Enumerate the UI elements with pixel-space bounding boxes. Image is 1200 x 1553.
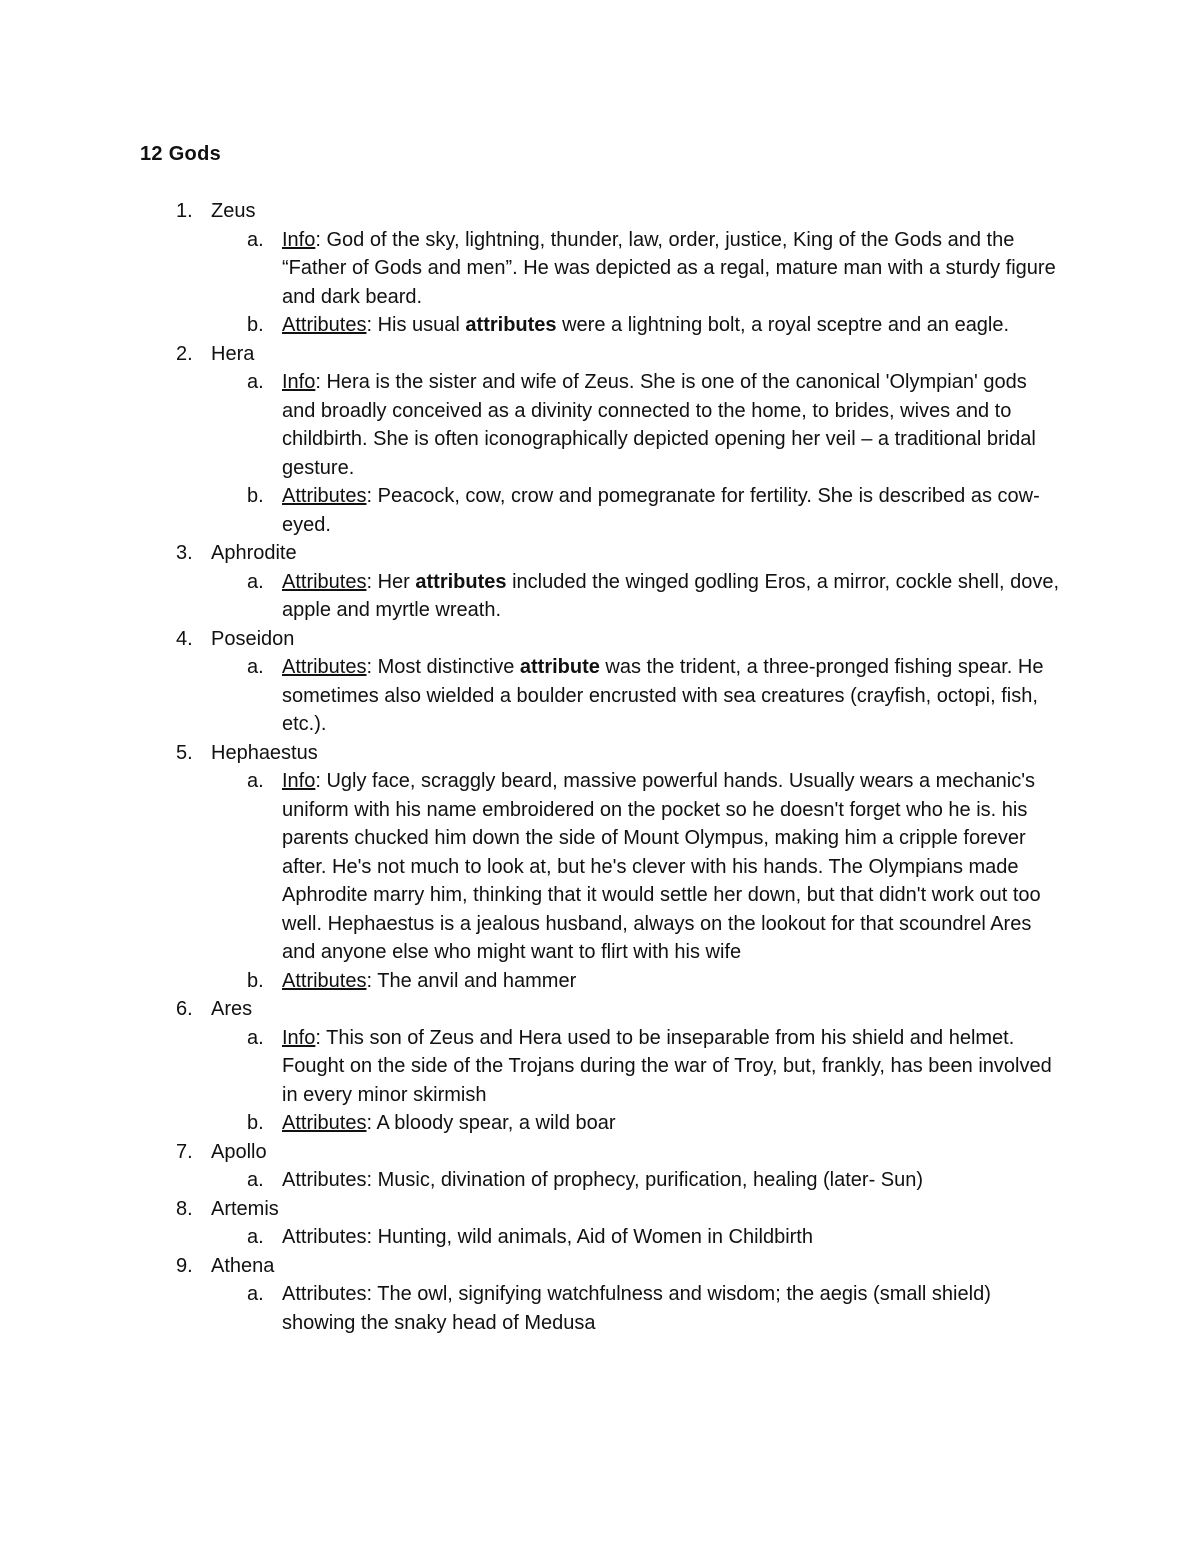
god-number: 8. [176,1197,193,1220]
detail-label: Attributes [282,656,367,678]
detail-item [247,1166,1062,1195]
god-number: 9. [176,1254,193,1277]
detail-label: Attributes [282,485,367,507]
god-details-list [0,1280,1200,1337]
detail-colon: : [366,969,373,992]
detail-marker: a. [247,1283,264,1305]
detail-item [247,226,1062,312]
detail-text-continued: was the trident, a three-pronged fishing spear. He sometimes also wielded a boulder encrusted with sea creatures (crayfish, octopi, fish, etc.). [282,656,1044,735]
god-number: 3. [176,542,193,564]
god-name: Artemis [211,1197,279,1220]
god-entry [0,739,1200,996]
detail-text: Attributes: Music, divination of prophecy, purification, healing (later- Sun) [282,1169,924,1191]
detail-item [247,568,1062,625]
detail-marker: a. [247,1226,264,1248]
god-name: Ares [211,998,253,1020]
detail-text: His usual [372,314,466,336]
detail-text-continued: included the winged godling Eros, a mirror, cockle shell, dove, apple and myrtle wreath. [282,570,1060,621]
detail-text: Her [372,570,416,593]
detail-item [247,311,1062,340]
god-number: 7. [176,1140,193,1163]
detail-item [247,1223,1062,1252]
god-details-list [0,226,1200,340]
detail-label: Info [282,371,316,393]
god-name: Hephaestus [211,741,318,764]
detail-marker: a. [247,1026,264,1049]
detail-colon: : [366,570,373,593]
detail-label: Info [282,770,316,792]
detail-item [247,767,1062,967]
detail-label: Attributes [282,1112,367,1134]
detail-item [247,1024,1062,1110]
detail-colon: : [366,314,373,336]
god-name: Apollo [211,1140,267,1163]
detail-item [247,1109,1062,1138]
detail-marker: a. [247,1169,264,1191]
detail-marker: a. [247,656,264,678]
god-entry [0,1195,1200,1252]
detail-item [247,967,1062,996]
detail-text: The anvil and hammer [372,969,577,992]
detail-bold-text: attributes [415,570,507,593]
detail-colon: : [366,1112,373,1134]
detail-colon: : [315,770,321,792]
god-entry [0,539,1200,625]
god-name: Hera [211,342,255,365]
detail-item [247,1280,1062,1337]
detail-marker: a. [247,770,264,792]
detail-text: Ugly face, scraggly beard, massive powerful hands. Usually wears a mechanic's uniform with his name embroidered on the pocket so he doesn't forget who he is. his parents chucked him down the side of Mount Olympus, making him a cripple forever after. He's not much to look at, but he's clever with his hands. The Olympians made Aphrodite marry him, thinking that it would settle her down, but that didn't work out too well. Hephaestus is a jealous husband, always on the lookout for that scoundrel Ares and anyone else who might want to flirt with his wife [282,770,1041,963]
detail-colon: : [315,371,321,393]
detail-label: Info [282,228,316,251]
god-number: 5. [176,741,193,764]
detail-colon: : [315,228,321,251]
god-number: 2. [176,342,193,365]
detail-item [247,482,1062,539]
detail-item [247,653,1062,739]
god-number: 1. [176,200,193,222]
gods-list [0,197,1200,1337]
god-name: Poseidon [211,627,295,650]
detail-marker: b. [247,314,264,336]
god-details-list [0,1166,1200,1195]
detail-text-continued: were a lightning bolt, a royal sceptre and an eagle. [556,314,1010,336]
god-name: Zeus [211,200,256,222]
detail-text: Attributes: The owl, signifying watchfulness and wisdom; the aegis (small shield) showing the snaky head of Medusa [282,1283,991,1334]
god-entry [0,1138,1200,1195]
god-entry [0,1252,1200,1338]
detail-colon: : [366,485,373,507]
god-number: 4. [176,627,193,650]
detail-bold-text: attribute [519,656,600,678]
god-name: Athena [211,1254,275,1277]
detail-text: A bloody spear, a wild boar [372,1112,616,1134]
god-entry [0,625,1200,739]
detail-marker: a. [247,570,264,593]
god-name: Aphrodite [211,542,297,564]
detail-text: Hera is the sister and wife of Zeus. She is one of the canonical 'Olympian' gods and broadly conceived as a divinity connected to the home, to brides, wives and to childbirth. She is often iconographically depicted opening her veil – a traditional bridal gesture. [282,371,1036,479]
detail-text: This son of Zeus and Hera used to be inseparable from his shield and helmet. Fought on the side of the Trojans during the war of Troy, but, frankly, has been involved in every minor skirmish [282,1026,1052,1106]
detail-text: Most distinctive [372,656,520,678]
god-details-list [0,1223,1200,1252]
god-entry [0,197,1200,340]
document-title: 12 Gods [140,143,222,165]
god-entry [0,340,1200,540]
detail-label: Attributes [282,969,367,992]
god-number: 6. [176,998,193,1020]
detail-marker: a. [247,228,264,251]
detail-marker: b. [247,969,264,992]
detail-item [247,368,1062,482]
god-details-list [0,653,1200,739]
detail-marker: a. [247,371,264,393]
detail-text: Peacock, cow, crow and pomegranate for fertility. She is described as cow-eyed. [282,485,1040,536]
god-entry [0,995,1200,1138]
god-details-list [0,767,1200,995]
god-details-list [0,368,1200,539]
detail-text: God of the sky, lightning, thunder, law, order, justice, King of the Gods and the “Father of Gods and men”. He was depicted as a regal, mature man with a sturdy figure and dark beard. [282,228,1056,308]
detail-text: Attributes: Hunting, wild animals, Aid of Women in Childbirth [282,1226,813,1248]
detail-bold-text: attributes [465,314,557,336]
detail-label: Attributes [282,314,367,336]
detail-colon: : [315,1026,321,1049]
god-details-list [0,1024,1200,1138]
god-details-list [0,568,1200,625]
detail-label: Attributes [282,570,367,593]
detail-label: Info [282,1026,316,1049]
detail-marker: b. [247,485,264,507]
detail-marker: b. [247,1112,264,1134]
detail-colon: : [366,656,373,678]
